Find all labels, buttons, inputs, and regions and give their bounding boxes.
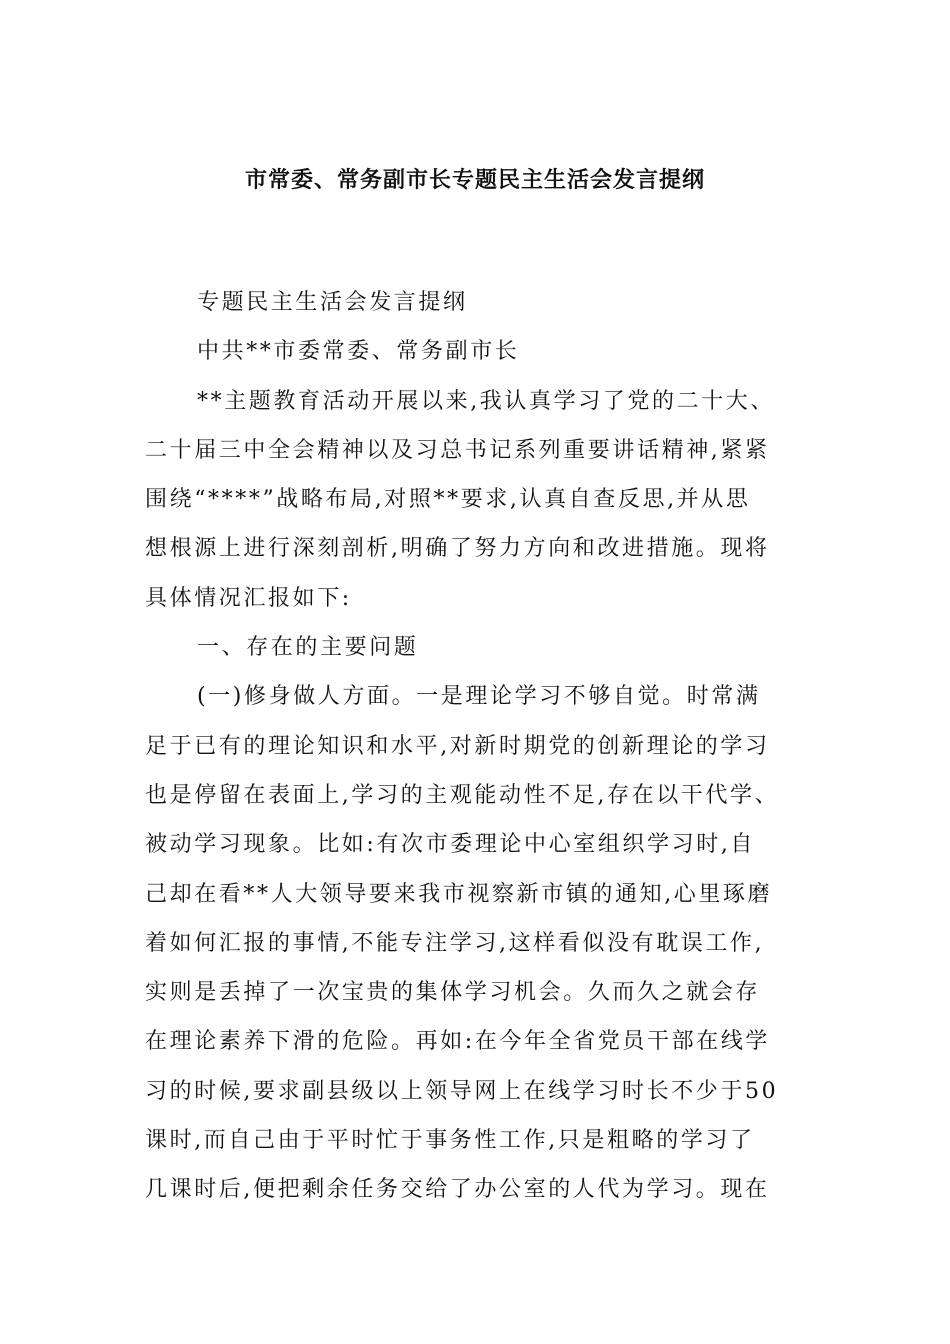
author-line: 中共**市委常委、常务副市长 — [197, 339, 520, 365]
paragraph-line: 在理论素养下滑的危险。再如:在今年全省党员干部在线学 — [145, 1029, 771, 1055]
paragraph-line: 几课时后,便把剩余任务交给了办公室的人代为学习。现在 — [145, 1177, 770, 1203]
document-title: 市常委、常务副市长专题民主生活会发言提纲 — [244, 167, 705, 193]
paragraph-line: 实则是丢掉了一次宝贵的集体学习机会。久而久之就会存 — [145, 980, 761, 1006]
paragraph-line: 己却在看**人大领导要来我市视察新市镇的通知,心里琢磨 — [145, 881, 773, 907]
paragraph-line: 也是停留在表面上,学习的主观能动性不足,存在以干代学、 — [145, 782, 780, 808]
paragraph-line: 想根源上进行深刻剖析,明确了努力方向和改进措施。现将 — [145, 536, 770, 562]
paragraph-line: 具体情况汇报如下: — [145, 585, 352, 611]
paragraph-line: 足于已有的理论知识和水平,对新时期党的创新理论的学习 — [145, 733, 770, 759]
paragraph-line: 围绕“****”战略布局,对照**要求,认真自查反思,并从思 — [145, 487, 751, 513]
paragraph-line: 着如何汇报的事情,不能专注学习,这样看似没有耽误工作, — [145, 930, 765, 956]
paragraph-line: 课时,而自己由于平时忙于事务性工作,只是粗略的学习了 — [145, 1128, 755, 1154]
section-heading: 一、存在的主要问题 — [197, 635, 419, 661]
paragraph-line: (一)修身做人方面。一是理论学习不够自觉。时常满 — [197, 684, 761, 710]
paragraph-line: 被动学习现象。比如:有次市委理论中心室组织学习时,自 — [145, 832, 756, 858]
paragraph-line: **主题教育活动开展以来,我认真学习了党的二十大、 — [197, 388, 775, 414]
document-body — [145, 278, 825, 1215]
paragraph-line: 习的时候,要求副县级以上领导网上在线学习时长不少于50 — [145, 1078, 779, 1104]
subtitle-line: 专题民主生活会发言提纲 — [197, 290, 468, 315]
paragraph-line: 二十届三中全会精神以及习总书记系列重要讲话精神,紧紧 — [145, 437, 770, 463]
